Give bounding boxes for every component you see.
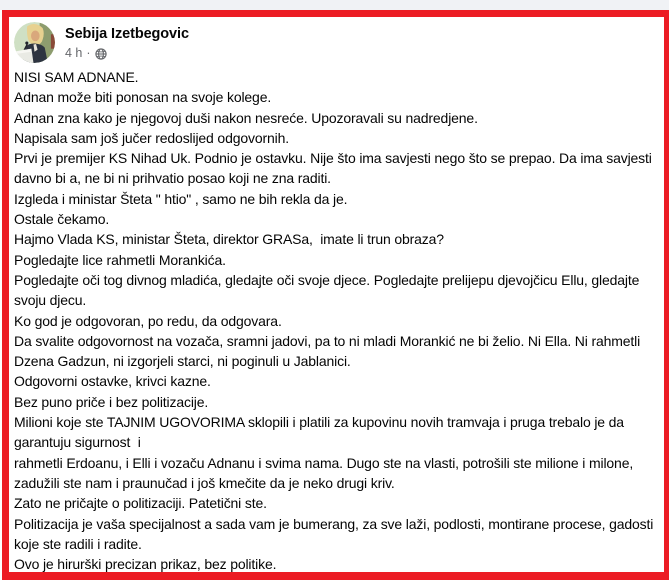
post-paragraph: Ostale čekamo. bbox=[14, 211, 110, 228]
author-name[interactable]: Sebija Izetbegovic bbox=[65, 26, 189, 42]
meta-separator: · bbox=[86, 46, 91, 60]
avatar-photo-icon bbox=[14, 22, 55, 63]
post-paragraph: Napisala sam još jučer redoslijed odgovornih. bbox=[14, 129, 289, 146]
post-paragraph: Prvi je premijer KS Nihad Uk. Podnio je ostavku. Nije što ima savjesti nego što se prepao. Da ima savjesti davno bi a, ne bi ni prihvatio posao koji ne zna raditi. bbox=[14, 150, 656, 187]
post-paragraph: Pogledajte lice rahmetli Morankića. bbox=[14, 251, 226, 268]
post-paragraph: Bez puno priče i bez politizacije. bbox=[14, 393, 209, 410]
post-text bbox=[14, 67, 656, 574]
post-paragraph: Ovo je hirurški precizan prikaz, bez politike. bbox=[14, 556, 277, 573]
post-paragraph: Adnan može biti ponosan na svoje kolege. bbox=[14, 89, 272, 106]
post-paragraph: Hajmo Vlada KS, ministar Šteta, direktor GRASa, imate li trun obraza? bbox=[14, 231, 444, 248]
post-paragraph: Ko god je odgovoran, po redu, da odgovara. bbox=[14, 312, 282, 329]
post-paragraph: NISI SAM ADNANE. bbox=[14, 69, 139, 85]
post-paragraph: rahmetli Erdoanu, i Elli i vozaču Adnanu i svima nama. Dugo ste na vlasti, potrošili ste milione i milone, zadužili ste nam i praunučad i još kmečite da je neko drugi kriv. bbox=[14, 454, 637, 491]
post-header bbox=[14, 22, 656, 63]
page-background-strip bbox=[0, 0, 669, 10]
post-header-text bbox=[55, 22, 189, 62]
author-avatar[interactable] bbox=[14, 22, 55, 63]
post-paragraph: Izgleda i ministar Šteta " htio" , samo ne bih rekla da je. bbox=[14, 190, 348, 207]
post-paragraph: Adnan zna kako je njegovoj duši nakon nesreće. Upozoravali su nadredjene. bbox=[14, 109, 478, 126]
post-paragraph: Milioni koje ste TAJNIM UGOVORIMA sklopili i platili za kupovinu novih tramvaja i pruga trebalo je da garantuju sigurnost i bbox=[14, 414, 628, 451]
post-paragraph: Pogledajte oči tog divnog mladića, gledajte oči svoje djece. Pogledajte prelijepu djevojčicu Ellu, gledajte svoju djecu. bbox=[14, 271, 643, 309]
post-card bbox=[2, 10, 669, 580]
post-paragraph: Politizacija je vaša specijalnost a sada vam je bumerang, za sve laži, podlosti, montirane procese, gadosti koje ste radili i radite. bbox=[14, 515, 657, 552]
post-paragraph: Zato ne pričajte o politizaciji. Patetični ste. bbox=[14, 495, 267, 512]
globe-icon bbox=[95, 48, 107, 60]
post-timestamp[interactable]: 4 h bbox=[65, 46, 83, 60]
post-paragraph: Odgovorni ostavke, krivci kazne. bbox=[14, 373, 211, 390]
post-meta-row bbox=[65, 45, 189, 62]
post-paragraph: Da svalite odgovornost na vozača, sramni jadovi, pa to ni mladi Morankić ne bi želio. Ni Ella. Ni rahmetli Dzena Gadzun, ni izgorjeli starci, ni poginuli u Jablanici. bbox=[14, 332, 644, 370]
